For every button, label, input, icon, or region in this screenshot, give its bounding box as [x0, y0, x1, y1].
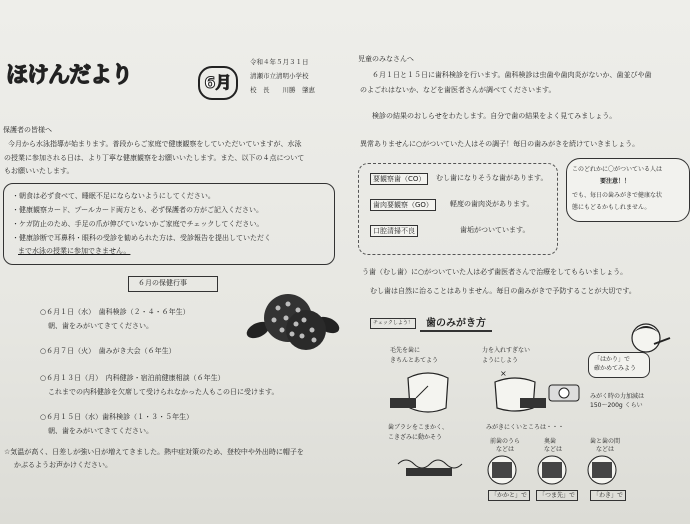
scale-icon: [545, 375, 585, 405]
spot-sub: などは: [496, 446, 515, 453]
svg-text:×: ×: [500, 369, 507, 378]
tip-text: 毛先を歯に: [390, 347, 421, 354]
result-desc: むし歯になりそうな歯があります。: [436, 174, 548, 182]
checkup-line-1: ６月１日と１５日に歯科検診を行います。歯科検診は虫歯や歯肉炎がないか、歯並びや歯: [372, 71, 652, 79]
intro-line-1: 今月から水泳指導が始まります。普段からご家庭で健康観察をしていただいていますが、水泳: [8, 140, 302, 148]
issue-date: 令和４年５月３１日: [250, 58, 309, 66]
cavity-line-1: う歯（むし歯）に○がついていた人は必ず歯医者さんで治療をしてもらいましょう。: [362, 268, 628, 276]
scale-tip: 確かめてみよう: [594, 365, 637, 372]
bubble-text: 要注意！！: [600, 178, 631, 185]
bubble-text: 態にもどるかもしれません。: [572, 204, 651, 211]
rule-item: ・健康診断で耳鼻科・眼科の受診を勧められた方は、受診報告を提出していただく: [12, 234, 271, 242]
spot-label: 歯と歯の間: [590, 438, 621, 445]
weight-note: 150～200g くらい: [590, 402, 643, 409]
schedule-title: ６月の保健行事: [138, 279, 187, 287]
event-note: 朝、歯をみがいてきてください。: [48, 427, 153, 435]
rule-item: ・健康観察カード、プールカード両方とも、必ず保護者の方がご記入ください。: [12, 206, 264, 214]
cavity-line-2: むし歯は自然に治ることはありません。毎日の歯みがきで予防することが大切です。: [370, 287, 636, 295]
heat-notice-1: ☆気温が高く、日差しが強い日が増えてきました。熱中症対策のため、登校中や外出時に帽子を: [4, 448, 304, 456]
spot-sub: などは: [544, 446, 563, 453]
result-desc: 歯垢がついています。: [460, 226, 530, 234]
event-line: ○６月７日（火） 歯みがき大会（６年生）: [40, 347, 176, 355]
heat-notice-2: かぶるようお声かけください。: [14, 461, 112, 469]
no-problem-line: 異常ありませんに○がついていた人はその調子！毎日の歯みがきを続けていきましょう。: [360, 140, 640, 148]
check-badge: チェックしよう！: [370, 318, 416, 329]
event-line: ○６月１３日（月） 内科健診・宿泊前健康相談（６年生）: [40, 374, 225, 382]
intro-line-2: の授業に参加される日は、より丁寧な健康観察をお願いいたします。また、以下の４点について: [4, 154, 305, 162]
tip-text: ようにしよう: [482, 357, 519, 364]
parent-greeting: 保護者の皆様へ: [3, 126, 52, 134]
between-teeth-illustration: [584, 454, 624, 488]
tooth-back-illustration: [484, 454, 524, 488]
rule-item: ・ケガ防止のため、手足の爪が伸びていないかご家庭でチェックしてください。: [12, 220, 264, 228]
rule-item: ・朝食は必ず食べて、睡眠不足にならないようにしてください。: [12, 192, 215, 200]
brushing-title: 歯のみがき方: [420, 318, 492, 332]
short-strokes-illustration: [396, 446, 466, 482]
checkup-line-2: のよごれはないか、などを歯医者さんが調べてくださいます。: [360, 86, 556, 94]
tip-text: 力を入れすぎない: [482, 347, 531, 354]
tip-text: きちんとあてよう: [390, 357, 439, 364]
tool-label: 「つま先」で: [536, 490, 578, 501]
scale-tip: 「はかり」で: [594, 356, 631, 363]
child-brushing-illustration: [624, 318, 674, 358]
school-name: 清瀬市立清明小学校: [250, 72, 309, 80]
result-label: 口腔清掃不良: [370, 225, 418, 237]
molar-illustration: [534, 454, 574, 488]
intro-line-3: もお願いいたします。: [4, 167, 74, 175]
tip-text: 歯ブラシをこまかく、: [388, 424, 448, 431]
result-label: 歯肉要観察（GO）: [370, 199, 436, 211]
tip-text: こきざみに動かそう: [388, 434, 443, 441]
tool-label: 「かかと」で: [488, 490, 530, 501]
result-desc: 軽度の歯肉炎があります。: [450, 200, 534, 208]
weight-note: みがく時の力加減は: [590, 393, 645, 400]
result-label: 要観察歯（CO）: [370, 173, 428, 185]
hydrangea-illustration: [238, 290, 343, 360]
bubble-text: でも、毎日の歯みがきで健康な状: [572, 192, 663, 199]
bubble-text: このどれかに〇がついている人は: [572, 166, 663, 173]
event-note: これまでの内科健診を欠席して受けられなかった人もこの日に受けます。: [48, 388, 279, 396]
results-line: 検診の結果のおしらせをわたします。自分で歯の結果をよく見てみましょう。: [372, 112, 617, 120]
rule-item: まで水泳の授業に参加できません。: [18, 247, 131, 255]
event-line: ○６月１５日（水）歯科検診（１・３・５年生）: [40, 413, 194, 421]
spot-label: 前歯のうら: [490, 438, 521, 445]
principal-name: 校 長 川勝 肇恵: [250, 86, 315, 94]
newsletter-title: ほけんだより: [6, 63, 133, 88]
spot-label: 奥歯: [544, 438, 557, 445]
spot-sub: などは: [596, 446, 615, 453]
tip-text: みがきにくいところは・・・: [486, 424, 565, 431]
event-line: ○６月１日（水） 歯科検診（２・４・６年生）: [40, 308, 190, 316]
student-greeting: 児童のみなさんへ: [358, 55, 414, 63]
tool-label: 「わき」で: [590, 490, 626, 501]
event-note: 朝、歯をみがいてきてください。: [48, 322, 153, 330]
tooth-brush-angle-illustration: [388, 368, 468, 418]
month-badge: 6月: [198, 66, 238, 100]
